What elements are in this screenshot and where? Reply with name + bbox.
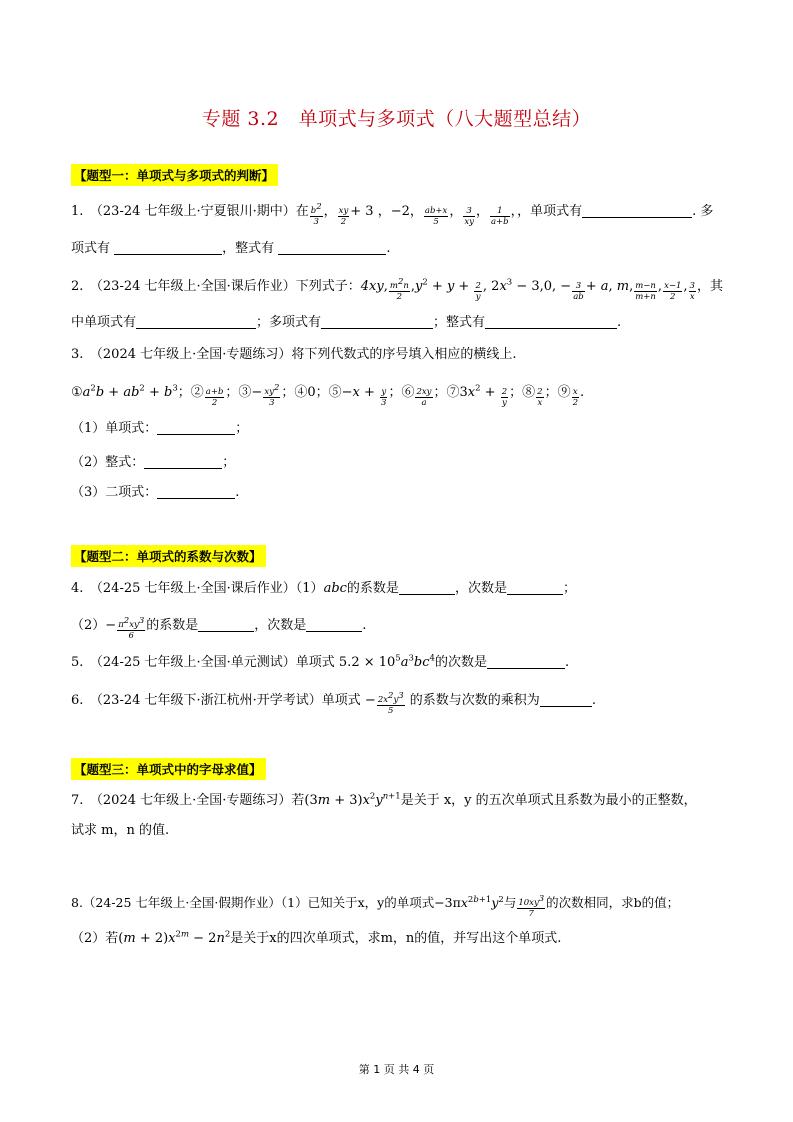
section-heading-2: 【题型二：单项式的系数与次数】 xyxy=(71,545,266,567)
q1-dot: . 多 xyxy=(692,204,714,219)
q4-answer-deg-2[interactable] xyxy=(306,617,362,632)
q2-tail: ，其 xyxy=(696,279,723,294)
question-3-expressions: $①a^2b + ab^2 + b^3$；② $\frac{a+b}{2}$ ；③− $\frac{xy^2}{3}$ ；④0；⑤−x + $\frac{y}{3}$ ；⑥ $\frac{2xy}{a}$ ；$⑦3x^2$ + $\frac{2}{y}$ ；⑧ $\frac{2}{x}$ ；⑨ $\frac{x}{2}$ . xyxy=(71,383,585,408)
q6-frac-2x2y3-5: $\frac{2x^2y^3}{5}$ xyxy=(377,691,404,716)
question-4-line-2: （2）− $\frac{\pi^2xy^3}{6}$ 的系数是 ，次数是 . xyxy=(71,616,367,641)
q8-part2-tail: 是关于x的四次单项式，求m，n的值，并写出这个单项式. xyxy=(230,931,562,946)
q4-deg-label-2: ，次数是 xyxy=(254,618,307,633)
q2-poly-label: ；多项式有 xyxy=(256,315,322,330)
q8-frac-10xy3-7: $\frac{10xy^3}{7}$ xyxy=(518,894,545,919)
q1-poly-label: 项式有 xyxy=(71,241,111,256)
q2-answer-polynomials[interactable] xyxy=(321,314,433,329)
q2-frac-2-y: $\frac{2}{y}$ xyxy=(475,281,481,302)
section-heading-3: 【题型三：单项式中的字母求值】 xyxy=(71,758,266,780)
q1-frac-1-a+b: $\frac{1}{a+b}$ xyxy=(490,206,509,227)
q4-semi: ； xyxy=(562,581,576,596)
q4-frac-pi2xy3-6: $\frac{\pi^2xy^3}{6}$ xyxy=(118,616,145,641)
q6-prefix: 6. （23-24 七年级下·浙江杭州·开学考试）单项式 − xyxy=(71,693,376,708)
question-4-line-1: 4. （24-25 七年级上·全国·课后作业）（1）abc的系数是 ，次数是 ； xyxy=(71,581,576,596)
question-3-line-1: 3. （2024 七年级上·全国·专题练习）将下列代数式的序号填入相应的横线上. xyxy=(71,347,517,362)
q3-sub2-label: （2）整式： xyxy=(71,455,145,470)
question-2-line-1: 2. （23-24 七年级上·全国·课后作业）下列式子：4xy, $\frac{m^2n}{2}$ $,y^2 + y$ + $\frac{2}{y}$ , $2x^3 - 3,0$, − $\frac{3}{ab}$ + a, m, $\frac{m-n}{m+n}$ , $\frac{x-1}{2}$ , $\frac{3}{x}$ ，其 xyxy=(71,277,723,302)
q7-tail: 是关于 x，y 的五次单项式且系数为最小的正整数， xyxy=(400,793,697,808)
q4-end: . xyxy=(362,618,367,633)
q7-prefix: 7. （2024 七年级上·全国·专题练习）若 xyxy=(71,793,305,808)
q4-deg-label-1: ，次数是 xyxy=(454,581,507,596)
q1-prefix: 1. （23-24 七年级上·宁夏银川·期中）在 xyxy=(71,204,309,219)
page-footer: 第 1 页 共 4 页 xyxy=(358,1063,435,1076)
question-1-line-1: 1. （23-24 七年级上·宁夏银川·期中）在 $\frac{b^2}{3}$ ， $\frac{xy}{2}$ + 3 ，−2， $\frac{ab+x}{5}$ ， $\frac{3}{xy}$ ， $\frac{1}{a+b}$ ，，单项式有 . 多 xyxy=(71,202,714,227)
q8-tail: 的次数相同，求b的值； xyxy=(546,895,680,910)
page-title: 专题 3.2 单项式与多项式（八大题型总结） xyxy=(201,108,592,130)
q4-coef-label-2: 的系数是 xyxy=(146,618,199,633)
q4-answer-coef-2[interactable] xyxy=(198,617,254,632)
q1-integral-label: ，整式有 xyxy=(222,241,275,256)
question-2-line-2 xyxy=(71,314,621,332)
q4-answer-deg-1[interactable] xyxy=(507,580,563,595)
q8-mid: 与 xyxy=(503,895,517,910)
q6-answer-product[interactable] xyxy=(540,692,592,707)
q3-semi-2: ； xyxy=(222,455,236,470)
question-3-sub-2 xyxy=(71,454,235,472)
q4-part2-label: （2） xyxy=(71,618,106,633)
q5-prefix: 5. （24-25 七年级上·全国·单元测试）单项式 5.2 × 10 xyxy=(71,655,396,670)
q2-answer-monomials[interactable] xyxy=(136,314,256,329)
question-5: 5. （24-25 七年级上·全国·单元测试）单项式 $5.2 \times 10^5a^3bc^4$的次数是 . xyxy=(71,653,570,670)
q8-part2-prefix: （2）若 xyxy=(71,931,119,946)
q3-answer-binomials[interactable] xyxy=(157,484,235,499)
question-7-line-2: 试求 m，n 的值. xyxy=(71,823,170,838)
q2-frac-3-ab: $\frac{3}{ab}$ xyxy=(573,281,584,302)
q4-answer-coef-1[interactable] xyxy=(399,580,455,595)
q1-frac-xy-2: $\frac{xy}{2}$ xyxy=(338,206,349,227)
q3-sub3-label: （3）二项式： xyxy=(71,485,158,500)
q2-frac-x-1-2: $\frac{x-1}{2}$ xyxy=(664,281,682,302)
section-heading-1: 【题型一：单项式与多项式的判断】 xyxy=(71,164,278,186)
q5-answer-degree[interactable] xyxy=(487,654,565,669)
q1-frac-3-xy: $\frac{3}{xy}$ xyxy=(464,206,474,227)
q3-semi-1: ； xyxy=(235,421,249,436)
q6-tail: 的系数与次数的乘积为 xyxy=(405,693,540,708)
q6-end: . xyxy=(591,693,596,708)
question-3-sub-3 xyxy=(71,484,239,502)
q4-prefix: 4. （24-25 七年级上·全国·课后作业）（1） xyxy=(71,581,324,596)
q1-frac-b2-3: $\frac{b^2}{3}$ xyxy=(310,202,322,227)
q3-answer-monomials[interactable] xyxy=(157,420,235,435)
question-8-line-2: （2）若$(m + 2)x^{2m} - 2n^2$是关于x的四次单项式，求m，n的值，并写出这个单项式. xyxy=(71,929,562,946)
q2-frac-m-n: $\frac{m-n}{m+n}$ xyxy=(635,281,656,302)
q5-tail: 的次数是 xyxy=(434,655,487,670)
q1-end: . xyxy=(386,241,391,256)
q2-prefix: 2. （23-24 七年级上·全国·课后作业）下列式子： xyxy=(71,279,361,294)
q1-mono-label: ，单项式有 xyxy=(517,204,583,219)
q3-answer-integral[interactable] xyxy=(144,454,222,469)
q4-coef-label-1: 的系数是 xyxy=(346,581,399,596)
q2-frac-3-x: $\frac{3}{x}$ xyxy=(689,281,695,302)
q2-integral-label: ；整式有 xyxy=(433,315,486,330)
q2-answer-integral[interactable] xyxy=(485,314,617,329)
q2-mono-label: 中单项式有 xyxy=(71,315,137,330)
q2-end: . xyxy=(617,315,622,330)
q3-sub1-label: （1）单项式： xyxy=(71,421,158,436)
q5-end: . xyxy=(564,655,570,670)
q1-answer-polynomials[interactable] xyxy=(114,240,222,255)
question-6 xyxy=(71,692,596,716)
q1-answer-monomials[interactable] xyxy=(582,203,692,218)
question-7-line-1: 7. （2024 七年级上·全国·专题练习）若$(3m + 3)x^2y^{n+1}$是关于 x，y 的五次单项式且系数为最小的正整数， xyxy=(71,791,697,808)
question-3-sub-1 xyxy=(71,420,248,438)
question-1-line-2 xyxy=(71,240,390,258)
q2-frac-m2n-2: $\frac{m^2n}{2}$ xyxy=(389,277,409,302)
question-8-line-1: 8.（24-25 七年级上·全国·假期作业）（1）已知关于x，y的单项式$-3\pi x^{2b+1}y^2$与 $\frac{10xy^3}{7}$ 的次数相同，求b的值； xyxy=(71,894,680,919)
q1-answer-integral[interactable] xyxy=(278,240,386,255)
q8-prefix: 8.（24-25 七年级上·全国·假期作业）（1）已知关于x，y的单项式 xyxy=(71,895,435,910)
q1-frac-ab+x-5: $\frac{ab+x}{5}$ xyxy=(424,206,448,227)
q3-end: . xyxy=(235,485,240,500)
